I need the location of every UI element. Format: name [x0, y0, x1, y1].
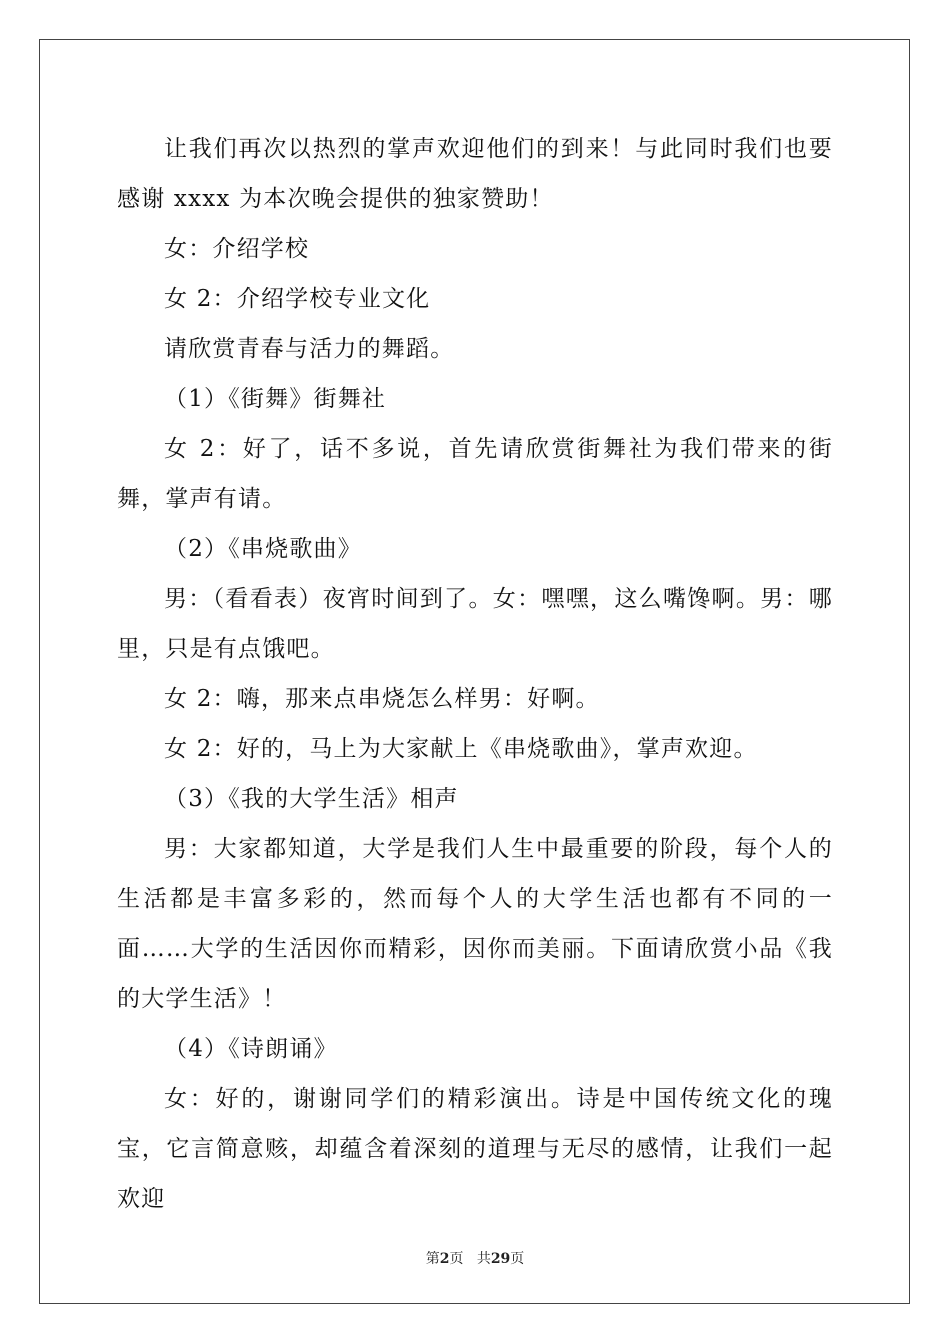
total-pages: 29 [490, 1251, 511, 1267]
paragraph: （4）《诗朗诵》 [164, 1036, 338, 1062]
paragraph: 女 2：介绍学校专业文化 [164, 286, 431, 312]
page-number: 2 [439, 1251, 450, 1267]
total-suffix: 页 [510, 1251, 525, 1267]
page-prefix: 第 [425, 1251, 440, 1267]
paragraph: （3）《我的大学生活》相声 [164, 786, 459, 812]
paragraph: 女 2：好了，话不多说，首先请欣赏街舞社为我们带来的街舞，掌声有请。 [117, 436, 833, 512]
document-body [117, 124, 833, 1224]
page-suffix: 页 [449, 1251, 464, 1267]
paragraph: （2）《串烧歌曲》 [164, 536, 362, 562]
paragraph: （1）《街舞》街舞社 [164, 386, 387, 412]
page-footer [0, 1248, 950, 1268]
paragraph: 女 2：嗨，那来点串烧怎么样男：好啊。 [164, 686, 600, 712]
paragraph: 女：介绍学校 [164, 236, 310, 262]
paragraph: 女：好的，谢谢同学们的精彩演出。诗是中国传统文化的瑰宝，它言简意赅，却蕴含着深刻的道理与无尽的感情，让我们一起欢迎 [117, 1086, 833, 1212]
paragraph: 女 2：好的，马上为大家献上《串烧歌曲》，掌声欢迎。 [164, 736, 758, 762]
paragraph: 男：（看看表）夜宵时间到了。女：嘿嘿，这么嘴馋啊。男：哪里，只是有点饿吧。 [117, 586, 833, 662]
paragraph: 请欣赏青春与活力的舞蹈。 [164, 336, 455, 362]
total-prefix: 共 [476, 1251, 491, 1267]
paragraph: 让我们再次以热烈的掌声欢迎他们的到来！与此同时我们也要感谢 xxxx 为本次晚会提供的独家赞助！ [117, 136, 833, 212]
paragraph: 男：大家都知道，大学是我们人生中最重要的阶段，每个人的生活都是丰富多彩的，然而每个人的大学生活也都有不同的一面……大学的生活因你而精彩，因你而美丽。下面请欣赏小品《我的大学生活》！ [117, 836, 833, 1012]
